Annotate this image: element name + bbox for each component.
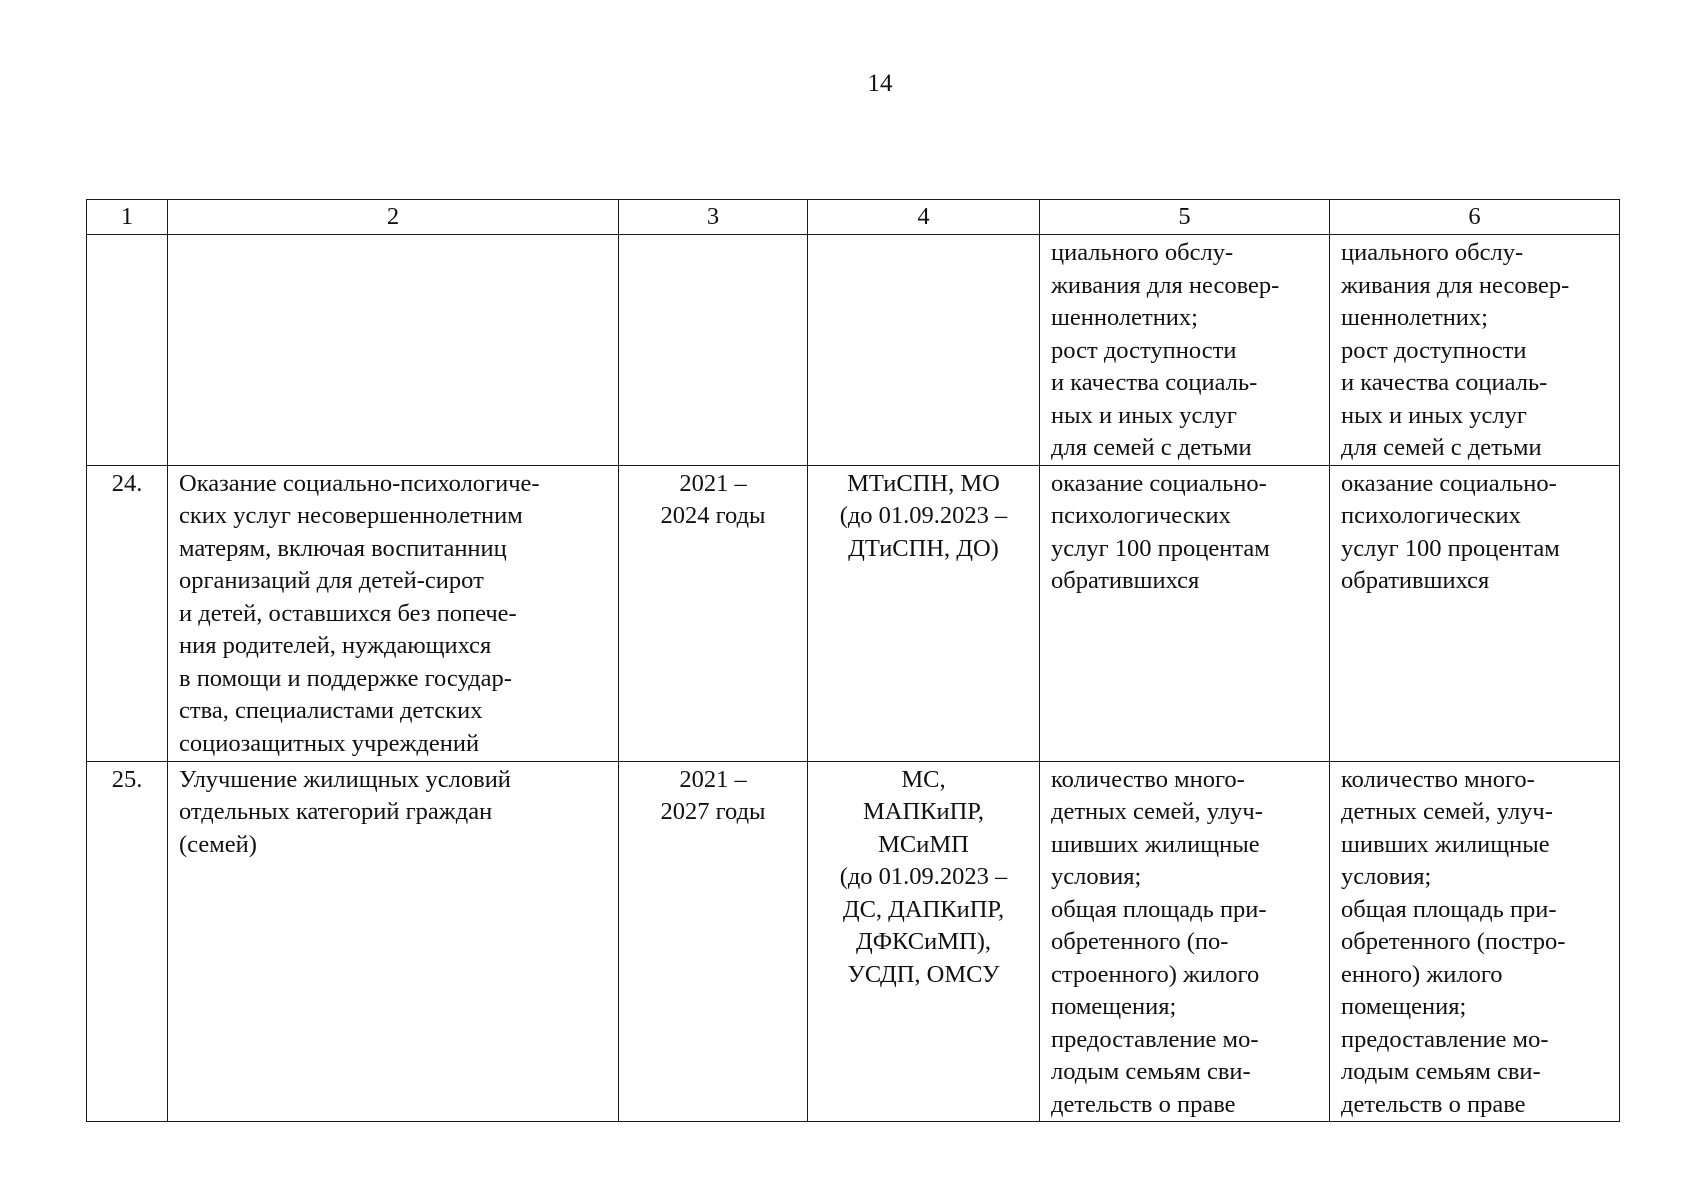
column-header-5: 5 xyxy=(1040,200,1330,235)
measures-table xyxy=(86,199,1620,1122)
table-row-24 xyxy=(87,465,1620,761)
period-cell: 2021 – 2027 годы xyxy=(619,761,808,1122)
indicator-5-cell: циального обслу- живания для несовер- шеннолетних; рост доступности и качества социаль- ных и иных услуг для семей с детьми xyxy=(1040,235,1330,466)
table-row-continued xyxy=(87,235,1620,466)
column-header-6: 6 xyxy=(1330,200,1620,235)
period-cell xyxy=(619,235,808,466)
period-cell: 2021 – 2024 годы xyxy=(619,465,808,761)
row-number-cell: 25. xyxy=(87,761,168,1122)
table-header xyxy=(87,200,1620,235)
table-body xyxy=(87,235,1620,1122)
page-number: 14 xyxy=(867,70,893,97)
executors-cell: МС, МАПКиПР, МСиМП (до 01.09.2023 – ДС, ДАПКиПР, ДФКСиМП), УСДП, ОМСУ xyxy=(808,761,1040,1122)
column-header-1: 1 xyxy=(87,200,168,235)
row-number-cell xyxy=(87,235,168,466)
indicator-5-cell: оказание социально- психологических услуг 100 процентам обратившихся xyxy=(1040,465,1330,761)
activity-cell xyxy=(168,235,619,466)
activity-cell: Оказание социально-психологиче- ских услуг несовершеннолетним матерям, включая воспитанниц организаций для детей-сирот и детей, оставшихся без попече- ния родителей, нуждающихся в помощи и поддержке государ- ства, специалистами детских социозащитных учреждений xyxy=(168,465,619,761)
executors-cell xyxy=(808,235,1040,466)
column-header-4: 4 xyxy=(808,200,1040,235)
indicator-5-cell: количество много- детных семей, улуч- шивших жилищные условия; общая площадь при- обретенного (по- строенного) жилого помещения; предоставление мо- лодым семьям сви- детельств о праве xyxy=(1040,761,1330,1122)
table-row-25 xyxy=(87,761,1620,1122)
indicator-6-cell: циального обслу- живания для несовер- шеннолетних; рост доступности и качества социаль- ных и иных услуг для семей с детьми xyxy=(1330,235,1620,466)
indicator-6-cell: количество много- детных семей, улуч- шивших жилищные условия; общая площадь при- обретенного (постро- енного) жилого помещения; предоставление мо- лодым семьям сви- детельств о праве xyxy=(1330,761,1620,1122)
executors-cell: МТиСПН, МО (до 01.09.2023 – ДТиСПН, ДО) xyxy=(808,465,1040,761)
indicator-6-cell: оказание социально- психологических услуг 100 процентам обратившихся xyxy=(1330,465,1620,761)
row-number-cell: 24. xyxy=(87,465,168,761)
activity-cell: Улучшение жилищных условий отдельных категорий граждан (семей) xyxy=(168,761,619,1122)
column-header-3: 3 xyxy=(619,200,808,235)
column-header-2: 2 xyxy=(168,200,619,235)
header-row xyxy=(87,200,1620,235)
